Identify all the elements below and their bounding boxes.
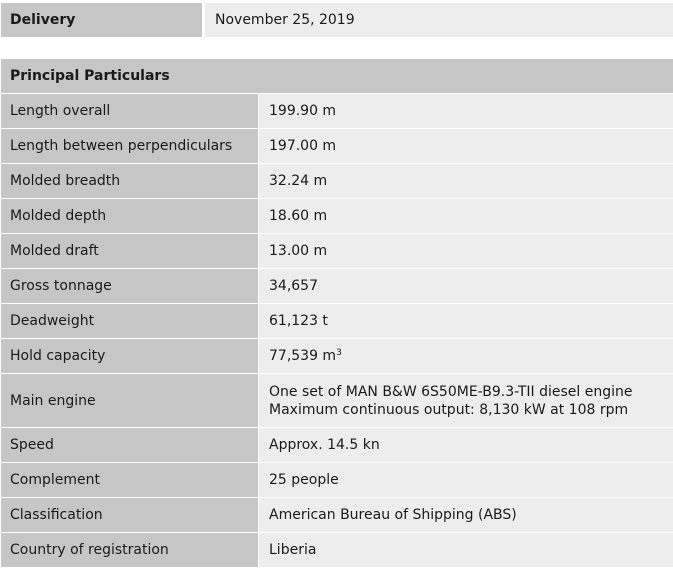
table-header-row [1, 59, 673, 94]
row-label-country-of-registration: Country of registration [1, 533, 258, 568]
table-row [1, 463, 673, 498]
row-value-classification: American Bureau of Shipping (ABS) [259, 498, 673, 533]
row-label-classification: Classification [1, 498, 258, 533]
row-label-complement: Complement [1, 463, 258, 498]
table-title: Principal Particulars [1, 59, 673, 94]
table-row [1, 94, 673, 129]
row-label-speed: Speed [1, 428, 258, 463]
delivery-value: November 25, 2019 [205, 3, 673, 37]
row-value-length-overall: 199.90 m [259, 94, 673, 129]
table-row [1, 234, 673, 269]
row-value-main-engine [259, 374, 673, 428]
row-value-molded-breadth: 32.24 m [259, 164, 673, 199]
row-label-deadweight: Deadweight [1, 304, 258, 339]
row-label-gross-tonnage: Gross tonnage [1, 269, 258, 304]
table-row [1, 339, 673, 374]
table-row [1, 269, 673, 304]
row-value-molded-depth: 18.60 m [259, 199, 673, 234]
table-row [1, 498, 673, 533]
row-value-speed: Approx. 14.5 kn [259, 428, 673, 463]
row-label-main-engine: Main engine [1, 374, 258, 428]
delivery-label: Delivery [1, 3, 202, 37]
row-label-length-overall: Length overall [1, 94, 258, 129]
unit-superscript: 3 [336, 348, 342, 358]
table-row [1, 129, 673, 164]
main-engine-line-1: One set of MAN B&W 6S50ME-B9.3-TII diesel engine [269, 383, 633, 400]
table-row [1, 164, 673, 199]
table-row [1, 428, 673, 463]
delivery-table [1, 3, 673, 37]
main-engine-line-2: Maximum continuous output: 8,130 kW at 108 rpm [269, 401, 629, 418]
delivery-row [1, 3, 673, 37]
row-value-complement: 25 people [259, 463, 673, 498]
row-label-molded-draft: Molded draft [1, 234, 258, 269]
row-value-deadweight: 61,123 t [259, 304, 673, 339]
row-value-molded-draft: 13.00 m [259, 234, 673, 269]
row-label-length-between-perpendiculars: Length between perpendiculars [1, 129, 258, 164]
row-value-country-of-registration: Liberia [259, 533, 673, 568]
row-label-molded-breadth: Molded breadth [1, 164, 258, 199]
row-value-length-between-perpendiculars: 197.00 m [259, 129, 673, 164]
row-value-gross-tonnage: 34,657 [259, 269, 673, 304]
row-label-hold-capacity: Hold capacity [1, 339, 258, 374]
table-row [1, 304, 673, 339]
row-label-molded-depth: Molded depth [1, 199, 258, 234]
table-row [1, 199, 673, 234]
principal-particulars-table [1, 59, 673, 568]
row-value-hold-capacity [259, 339, 673, 374]
table-row [1, 533, 673, 568]
hold-capacity-value: 77,539 m [269, 348, 337, 364]
table-row [1, 374, 673, 428]
